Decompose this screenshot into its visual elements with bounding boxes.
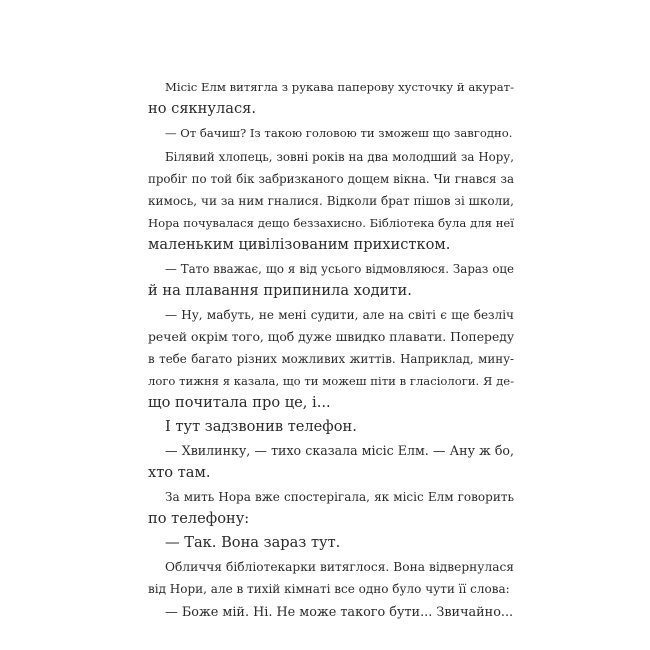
text-line: від Нори, але в тихій кімнаті все одно було чути її слова: <box>148 582 510 596</box>
text-line: речей окрім того, щоб дуже швидко плавати. Попереду <box>148 329 515 344</box>
text-line: що почитала про це, і... <box>148 394 331 411</box>
text-line: За мить Нора вже спостерігала, як місіс Елм говорить <box>165 490 514 504</box>
text-line: в тебе багато різних можливих життів. Наприклад, мину- <box>148 352 514 366</box>
text-line: — Так. Вона зараз тут. <box>165 534 341 551</box>
text-line: — От бачиш? Із такою головою ти зможеш що завгодно. <box>165 126 513 140</box>
text-line: Місіс Елм витягла з рукава паперову хусточку й акурат- <box>165 80 514 94</box>
text-line: но сякнулася. <box>148 100 256 117</box>
text-line: лого тижня я казала, що ти можеш піти в гласіологи. Я де- <box>148 374 514 388</box>
text-line: — Боже мій. Ні. Не може такого бути... Звичайно... <box>165 605 514 620</box>
text-line: хто там. <box>148 464 211 481</box>
text-line: й на плавання припинила ходити. <box>148 282 412 299</box>
text-line: — Хвилинку, — тихо сказала місіс Елм. — Ану ж бо, <box>165 443 514 458</box>
text-line: І тут задзвонив телефон. <box>165 418 357 435</box>
text-line: по телефону: <box>148 510 250 527</box>
text-line: — Ну, мабуть, не мені судити, але на світі є ще безліч <box>165 308 514 322</box>
text-line: кимось, чи за ним гналися. Відколи брат пішов зі школи, <box>148 194 514 208</box>
text-line: Нора почувалася дещо беззахисно. Бібліотека була для неї <box>148 216 514 230</box>
text-line: Обличчя бібліотекарки витяглося. Вона відвернулася <box>165 560 514 574</box>
text-line: пробіг по той бік забризканого дощем вікна. Чи гнався за <box>148 172 514 186</box>
text-line: — Тато вважає, що я від усього відмовляюся. Зараз оце <box>165 262 514 276</box>
text-line: Білявий хлопець, зовні років на два молодший за Нору, <box>165 150 514 164</box>
text-line: маленьким цивілізованим прихистком. <box>148 236 451 253</box>
